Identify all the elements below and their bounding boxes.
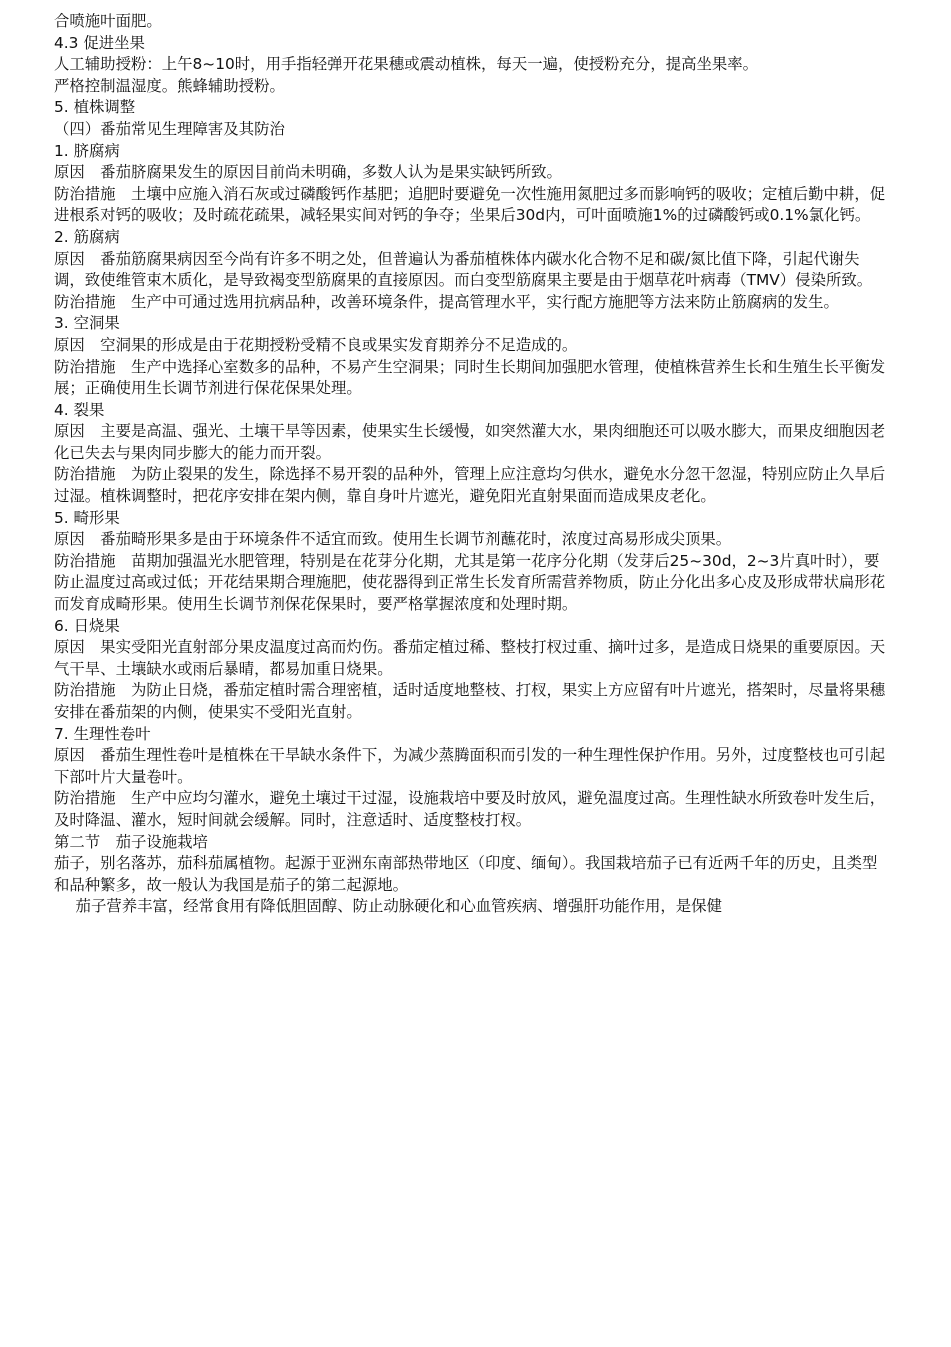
subheading-sunscald: 6. 日烧果 [54, 616, 120, 635]
cause-paragraph: 原因 番茄筋腐果病因至今尚有许多不明之处，但普遍认为番茄植株体内碳水化合物不足和碳/氮比值下降，引起代谢失调，致使维管束木质化，是导致褐变型筋腐果的直接原因。而白变型筋腐果主要是由于烟草花叶病毒（TMV）侵染所致。 [54, 249, 873, 290]
cause-paragraph: 原因 番茄脐腐果发生的原因目前尚未明确，多数人认为是果实缺钙所致。 [54, 163, 562, 182]
subheading-navel-rot: 1. 脐腐病 [54, 141, 120, 160]
chapter-section-heading: 第二节 茄子设施栽培 [54, 832, 208, 851]
control-paragraph: 防治措施 生产中选择心室数多的品种，不易产生空洞果；同时生长期间加强肥水管理，使植株营养生长和生殖生长平衡发展；正确使用生长调节剂进行保花保果处理。 [54, 357, 886, 398]
section-heading-4-3: 4.3 促进坐果 [54, 33, 145, 52]
cause-paragraph: 原因 果实受阳光直射部分果皮温度过高而灼伤。番茄定植过稀、整枝打杈过重、摘叶过多，是造成日烧果的重要原因。天气干旱、土壤缺水或雨后暴晴，都易加重日烧果。 [54, 638, 886, 678]
cause-paragraph: 原因 空洞果的形成是由于花期授粉受精不良或果实发育期养分不足造成的。 [54, 335, 578, 354]
subheading-cracking: 4. 裂果 [54, 400, 105, 419]
control-paragraph: 防治措施 生产中应均匀灌水，避免土壤过干过湿，设施栽培中要及时放风，避免温度过高。生理性缺水所致卷叶发生后，及时降温、灌水，短时间就会缓解。同时，注意适时、适度整枝打杈。 [54, 789, 886, 829]
document-page [54, 11, 890, 918]
paragraph-text: 茄子营养丰富，经常食用有降低胆固醇、防止动脉硬化和心血管疾病、增强肝功能作用，是保健 [75, 897, 722, 916]
paragraph-text: 茄子，别名落苏，茄科茄属植物。起源于亚洲东南部热带地区（印度、缅甸）。我国栽培茄子已有近两千年的历史，且类型和品种繁多，故一般认为我国是茄子的第二起源地。 [54, 854, 878, 894]
subheading-puffy-fruit: 3. 空洞果 [54, 314, 120, 333]
paragraph-text: 严格控制温湿度。熊蜂辅助授粉。 [54, 76, 285, 95]
subheading-vascular-browning: 2. 筋腐病 [54, 227, 120, 246]
section-heading-5: 5. 植株调整 [54, 98, 136, 117]
section-heading-4th: （四）番茄常见生理障害及其防治 [54, 119, 285, 138]
subheading-leaf-roll: 7. 生理性卷叶 [54, 724, 151, 743]
control-paragraph: 防治措施 土壤中应施入消石灰或过磷酸钙作基肥；追肥时要避免一次性施用氮肥过多而影响钙的吸收；定植后勤中耕，促进根系对钙的吸收；及时疏花疏果，减轻果实间对钙的争夺；坐果后30d内，可叶面喷施1%的过磷酸钙或0.1%氯化钙。 [54, 184, 886, 225]
control-paragraph: 防治措施 为防止日烧，番茄定植时需合理密植，适时适度地整枝、打杈，果实上方应留有叶片遮光，搭架时，尽量将果穗安排在番茄架的内侧，使果实不受阳光直射。 [54, 681, 886, 721]
cause-paragraph: 原因 番茄畸形果多是由于环境条件不适宜而致。使用生长调节剂蘸花时，浓度过高易形成尖顶果。 [54, 530, 732, 549]
cause-paragraph: 原因 主要是高温、强光、土壤干旱等因素，使果实生长缓慢，如突然灌大水，果肉细胞还可以吸水膨大，而果皮细胞因老化已失去与果肉同步膨大的能力而开裂。 [54, 422, 886, 462]
control-paragraph: 防治措施 生产中可通过选用抗病品种，改善环境条件，提高管理水平，实行配方施肥等方法来防止筋腐病的发生。 [54, 292, 839, 311]
control-paragraph: 防治措施 为防止裂果的发生，除选择不易开裂的品种外，管理上应注意均匀供水，避免水分忽干忽湿，特别应防止久旱后过湿。植株调整时，把花序安排在架内侧，靠自身叶片遮光，避免阳光直射果面而造成果皮老化。 [54, 465, 886, 506]
paragraph-text: 合喷施叶面肥。 [54, 12, 162, 30]
subheading-malformed-fruit: 5. 畸形果 [54, 508, 120, 527]
cause-paragraph: 原因 番茄生理性卷叶是植株在干旱缺水条件下，为减少蒸腾面积而引发的一种生理性保护作用。另外，过度整枝也可引起下部叶片大量卷叶。 [54, 746, 886, 786]
paragraph-text: 人工辅助授粉：上午8~10时，用手指轻弹开花果穗或震动植株，每天一遍，使授粉充分，提高坐果率。 [54, 55, 759, 74]
control-paragraph: 防治措施 苗期加强温光水肥管理，特别是在花芽分化期，尤其是第一花序分化期（发芽后25~30d，2~3片真叶时），要防止温度过高或过低；开花结果期合理施肥，使花器得到正常生长发育所需营养物质，防止分化出多心皮及形成带状扁形花而发育成畸形果。使用生长调节剂保花保果时，要严格掌握浓度和处理时期。 [54, 551, 886, 614]
